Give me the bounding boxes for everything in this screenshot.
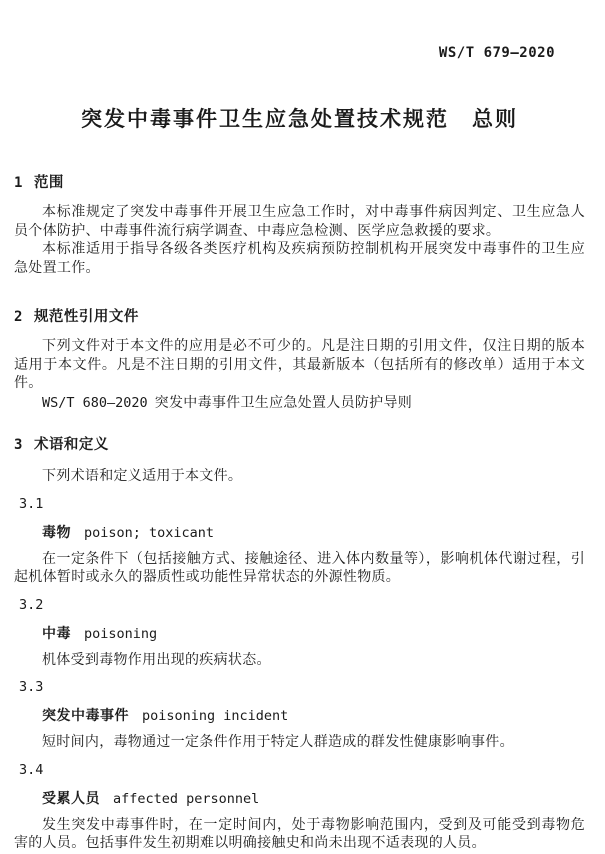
term-english: affected personnel: [113, 790, 260, 807]
section-scope: [14, 171, 585, 278]
term-line: [42, 624, 585, 643]
term-english: poisoning: [84, 625, 158, 642]
term-number: 3.4: [19, 761, 44, 778]
section-2-heading-text: 规范性引用文件: [33, 309, 139, 325]
section-3-number: 3: [14, 437, 23, 453]
term-block: [14, 762, 585, 854]
term-chinese: 突发中毒事件: [42, 707, 129, 723]
reference-code: WS/T 680—2020: [42, 394, 148, 411]
section-3-heading-text: 术语和定义: [33, 437, 109, 453]
term-chinese: 毒物: [42, 523, 71, 540]
term-block: [14, 496, 585, 588]
paragraph: 本标准适用于指导各级各类医疗机构及疾病预防控制机构开展突发中毒事件的卫生应急处置工作。: [14, 242, 585, 276]
section-3-heading: [14, 433, 585, 454]
term-line: [42, 789, 585, 808]
section-terms-definitions: [14, 433, 585, 854]
term-definition: 短时间内，毒物通过一定条件作用于特定人群造成的群发性健康影响事件。: [42, 735, 514, 750]
term-definition: 在一定条件下（包括接触方式、接触途径、进入体内数量等），影响机体代谢过程，引起机体暂时或永久的器质性或功能性异常状态的外源性物质。: [14, 551, 585, 585]
reference-title: 突发中毒事件卫生应急处置人员防护导则: [154, 395, 413, 411]
term-line: [42, 706, 585, 725]
section-1-body: [14, 204, 585, 278]
section-2-body: [14, 338, 585, 413]
term-block: [14, 679, 585, 753]
paragraph: 本标准规定了突发中毒事件开展卫生应急工作时，对中毒事件病因判定、卫生应急人员个体防护、中毒事件流行病学调查、中毒应急检测、医学应急救援的要求。: [14, 205, 585, 239]
term-line: [42, 523, 585, 542]
term-english: poison; toxicant: [84, 524, 215, 541]
section-1-heading: [14, 171, 585, 192]
reference-line: [14, 394, 585, 414]
standard-number: WS/T 679—2020: [438, 45, 555, 61]
terms-intro: 下列术语和定义适用于本文件。: [42, 469, 243, 484]
document-title: 突发中毒事件卫生应急处置技术规范 总则: [81, 108, 518, 131]
term-chinese: 中毒: [42, 624, 71, 641]
term-definition: 发生突发中毒事件时，在一定时间内，处于毒物影响范围内，受到及可能受到毒物危害的人员。包括事件发生初期难以明确接触史和尚未出现不适表现的人员。: [14, 817, 585, 851]
section-normative-references: [14, 305, 585, 413]
term-number: 3.2: [19, 596, 44, 613]
section-1-number: 1: [14, 175, 23, 191]
section-2-number: 2: [14, 309, 23, 325]
term-block: [14, 597, 585, 671]
term-number: 3.1: [19, 495, 44, 512]
term-definition: 机体受到毒物作用出现的疾病状态。: [42, 652, 271, 668]
section-2-heading: [14, 305, 585, 326]
term-chinese: 受累人员: [42, 789, 100, 806]
term-english: poisoning incident: [142, 708, 289, 724]
term-number: 3.3: [19, 679, 44, 695]
section-1-heading-text: 范围: [33, 175, 64, 191]
paragraph: 下列文件对于本文件的应用是必不可少的。凡是注日期的引用文件，仅注日期的版本适用于本文件。凡是不注日期的引用文件，其最新版本（包括所有的修改单）适用于本文件。: [14, 339, 585, 391]
